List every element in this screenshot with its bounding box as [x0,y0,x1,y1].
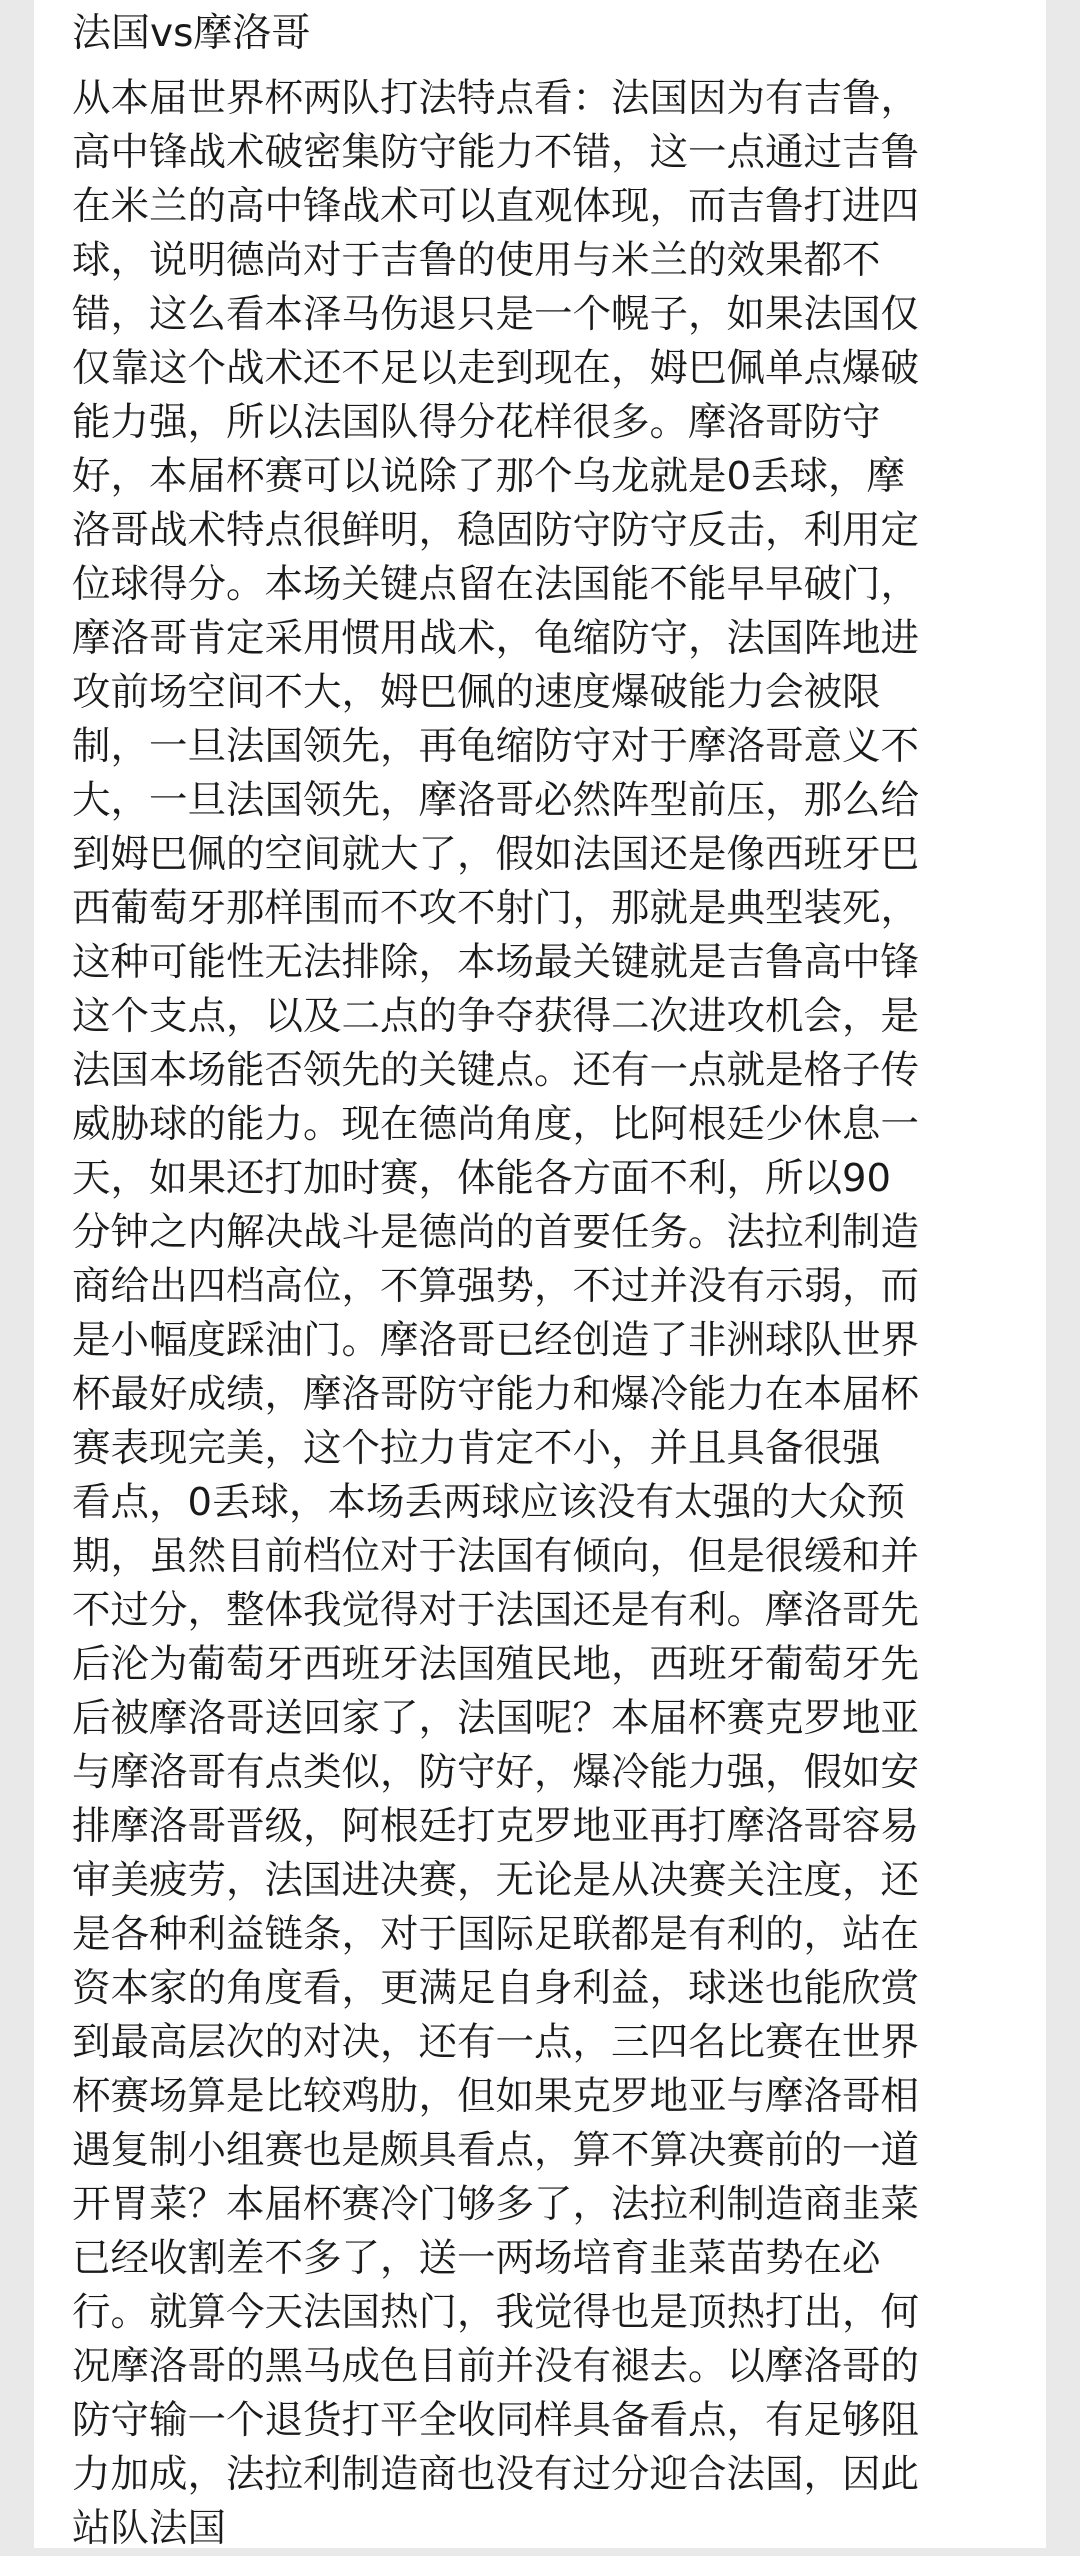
note-line: 后被摩洛哥送回家了，法国呢？本届杯赛克罗地亚 [72,1696,920,1741]
note-line: 行。就算今天法国热门，我觉得也是顶热打出，何 [72,2290,920,2335]
note-line: 已经收割差不多了，送一两场培育韭菜苗势在必 [72,2236,881,2281]
note-line: 法国本场能否领先的关键点。还有一点就是格子传 [72,1048,920,1093]
note-line: 错，这么看本泽马伤退只是一个幌子，如果法国仅 [72,292,920,337]
note-line: 分钟之内解决战斗是德尚的首要任务。法拉利制造 [72,1210,920,1255]
note-line: 摩洛哥肯定采用惯用战术，龟缩防守，法国阵地进 [72,616,920,661]
note-line: 大，一旦法国领先，摩洛哥必然阵型前压，那么给 [72,778,920,823]
note-line: 防守输一个退货打平全收同样具备看点，有足够阻 [72,2398,920,2443]
note-line: 威胁球的能力。现在德尚角度，比阿根廷少休息一 [72,1102,920,1147]
note-line: 开胃菜？本届杯赛冷门够多了，法拉利制造商韭菜 [72,2182,920,2227]
note-line: 天，如果还打加时赛，体能各方面不利，所以90 [72,1156,891,1201]
note-line: 高中锋战术破密集防守能力不错，这一点通过吉鲁 [72,130,920,175]
note-line: 不过分，整体我觉得对于法国还是有利。摩洛哥先 [72,1588,920,1633]
note-line: 力加成，法拉利制造商也没有过分迎合法国，因此 [72,2452,920,2497]
note-line: 况摩洛哥的黑马成色目前并没有褪去。以摩洛哥的 [72,2344,920,2389]
note-line: 制，一旦法国领先，再龟缩防守对于摩洛哥意义不 [72,724,920,769]
note-line: 看点，0丢球，本场丢两球应该没有太强的大众预 [72,1480,905,1525]
note-page [34,0,1046,2551]
note-line: 洛哥战术特点很鲜明，稳固防守防守反击，利用定 [72,508,920,553]
note-line: 能力强，所以法国队得分花样很多。摩洛哥防守 [72,400,881,445]
note-line: 站队法国 [72,2506,227,2551]
note-line: 杯赛场算是比较鸡肋，但如果克罗地亚与摩洛哥相 [72,2074,920,2119]
note-line: 这个支点，以及二点的争夺获得二次进攻机会，是 [72,994,920,1039]
note-line: 后沦为葡萄牙西班牙法国殖民地，西班牙葡萄牙先 [72,1642,920,1687]
note-line: 位球得分。本场关键点留在法国能不能早早破门， [72,562,920,607]
note-line: 到姆巴佩的空间就大了，假如法国还是像西班牙巴 [72,832,920,877]
note-line: 是各种利益链条，对于国际足联都是有利的，站在 [72,1912,920,1957]
note-line: 仅靠这个战术还不足以走到现在，姆巴佩单点爆破 [72,346,920,391]
note-line: 资本家的角度看，更满足自身利益，球迷也能欣赏 [72,1966,920,2011]
note-line: 好，本届杯赛可以说除了那个乌龙就是0丢球，摩 [72,454,905,499]
note-line: 审美疲劳，法国进决赛，无论是从决赛关注度，还 [72,1858,920,1903]
note-line: 赛表现完美，这个拉力肯定不小，并且具备很强 [72,1426,881,1471]
note-line: 遇复制小组赛也是颇具看点，算不算决赛前的一道 [72,2128,920,2173]
note-title: 法国vs摩洛哥 [72,11,311,56]
note-line: 排摩洛哥晋级，阿根廷打克罗地亚再打摩洛哥容易 [72,1804,920,1849]
note-line: 杯最好成绩，摩洛哥防守能力和爆冷能力在本届杯 [72,1372,920,1417]
note-line: 西葡萄牙那样围而不攻不射门，那就是典型装死， [72,886,920,931]
note-line: 期，虽然目前档位对于法国有倾向，但是很缓和并 [72,1534,920,1579]
note-line: 与摩洛哥有点类似，防守好，爆冷能力强，假如安 [72,1750,920,1795]
note-line: 攻前场空间不大，姆巴佩的速度爆破能力会被限 [72,670,881,715]
note-line: 这种可能性无法排除，本场最关键就是吉鲁高中锋 [72,940,920,985]
note-line: 球，说明德尚对于吉鲁的使用与米兰的效果都不 [72,238,881,283]
note-line: 到最高层次的对决，还有一点，三四名比赛在世界 [72,2020,920,2065]
note-line: 是小幅度踩油门。摩洛哥已经创造了非洲球队世界 [72,1318,920,1363]
note-body [72,72,1032,2556]
note-line: 在米兰的高中锋战术可以直观体现，而吉鲁打进四 [72,184,920,229]
note-line: 从本届世界杯两队打法特点看：法国因为有吉鲁， [72,76,920,121]
note-line: 商给出四档高位，不算强势，不过并没有示弱，而 [72,1264,920,1309]
